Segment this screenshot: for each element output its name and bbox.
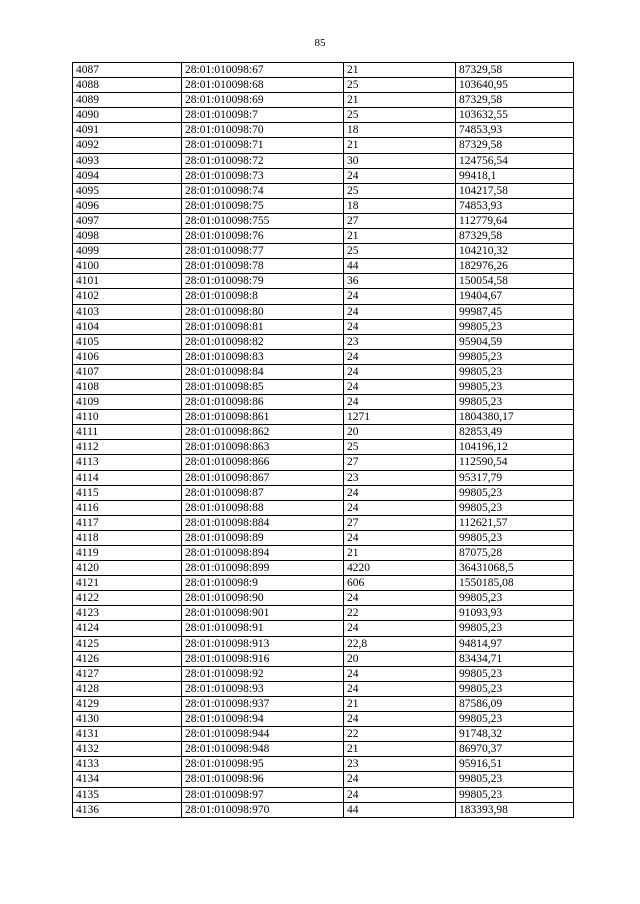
value-cell: 99805,23 — [456, 500, 574, 515]
cadastral-number-cell: 28:01:010098:87 — [182, 485, 344, 500]
table-row — [73, 410, 574, 425]
value-cell: 94814,97 — [456, 636, 574, 651]
area-cell: 24 — [344, 621, 456, 636]
table-row — [73, 742, 574, 757]
value-cell: 87329,58 — [456, 63, 574, 78]
value-cell: 91748,32 — [456, 727, 574, 742]
table-row — [73, 485, 574, 500]
table-row — [73, 123, 574, 138]
cadastral-number-cell: 28:01:010098:97 — [182, 787, 344, 802]
area-cell: 27 — [344, 213, 456, 228]
cadastral-number-cell: 28:01:010098:75 — [182, 198, 344, 213]
cadastral-number-cell: 28:01:010098:901 — [182, 606, 344, 621]
value-cell: 99805,23 — [456, 349, 574, 364]
row-number-cell: 4115 — [73, 485, 182, 500]
cadastral-number-cell: 28:01:010098:80 — [182, 304, 344, 319]
row-number-cell: 4135 — [73, 787, 182, 802]
table-row — [73, 138, 574, 153]
value-cell: 99805,23 — [456, 621, 574, 636]
table-row — [73, 470, 574, 485]
table-body — [73, 63, 574, 818]
row-number-cell: 4126 — [73, 651, 182, 666]
cadastral-number-cell: 28:01:010098:863 — [182, 440, 344, 455]
area-cell: 25 — [344, 440, 456, 455]
table-row — [73, 621, 574, 636]
value-cell: 86970,37 — [456, 742, 574, 757]
value-cell: 74853,93 — [456, 123, 574, 138]
table-row — [73, 319, 574, 334]
row-number-cell: 4133 — [73, 757, 182, 772]
row-number-cell: 4097 — [73, 213, 182, 228]
area-cell: 21 — [344, 229, 456, 244]
row-number-cell: 4096 — [73, 198, 182, 213]
value-cell: 182976,26 — [456, 259, 574, 274]
value-cell: 87329,58 — [456, 93, 574, 108]
row-number-cell: 4099 — [73, 244, 182, 259]
area-cell: 24 — [344, 379, 456, 394]
table-row — [73, 108, 574, 123]
value-cell: 95904,59 — [456, 334, 574, 349]
cadastral-number-cell: 28:01:010098:894 — [182, 546, 344, 561]
cadastral-number-cell: 28:01:010098:71 — [182, 138, 344, 153]
table-row — [73, 78, 574, 93]
area-cell: 24 — [344, 304, 456, 319]
area-cell: 27 — [344, 455, 456, 470]
table-row — [73, 198, 574, 213]
table-row — [73, 289, 574, 304]
table-row — [73, 379, 574, 394]
value-cell: 91093,93 — [456, 606, 574, 621]
value-cell: 87329,58 — [456, 229, 574, 244]
table-row — [73, 500, 574, 515]
row-number-cell: 4120 — [73, 561, 182, 576]
cadastral-number-cell: 28:01:010098:91 — [182, 621, 344, 636]
value-cell: 87586,09 — [456, 696, 574, 711]
value-cell: 112590,54 — [456, 455, 574, 470]
table-row — [73, 274, 574, 289]
cadastral-number-cell: 28:01:010098:81 — [182, 319, 344, 334]
row-number-cell: 4122 — [73, 591, 182, 606]
cadastral-number-cell: 28:01:010098:88 — [182, 500, 344, 515]
cadastral-number-cell: 28:01:010098:69 — [182, 93, 344, 108]
cadastral-number-cell: 28:01:010098:83 — [182, 349, 344, 364]
area-cell: 24 — [344, 666, 456, 681]
value-cell: 104196,12 — [456, 440, 574, 455]
area-cell: 24 — [344, 530, 456, 545]
area-cell: 25 — [344, 78, 456, 93]
row-number-cell: 4129 — [73, 696, 182, 711]
area-cell: 18 — [344, 123, 456, 138]
row-number-cell: 4101 — [73, 274, 182, 289]
row-number-cell: 4109 — [73, 395, 182, 410]
value-cell: 99805,23 — [456, 530, 574, 545]
row-number-cell: 4106 — [73, 349, 182, 364]
table-row — [73, 425, 574, 440]
value-cell: 103632,55 — [456, 108, 574, 123]
row-number-cell: 4098 — [73, 229, 182, 244]
cadastral-number-cell: 28:01:010098:867 — [182, 470, 344, 485]
area-cell: 24 — [344, 485, 456, 500]
area-cell: 20 — [344, 651, 456, 666]
table-row — [73, 772, 574, 787]
cadastral-number-cell: 28:01:010098:916 — [182, 651, 344, 666]
table-row — [73, 183, 574, 198]
area-cell: 25 — [344, 183, 456, 198]
row-number-cell: 4128 — [73, 681, 182, 696]
area-cell: 21 — [344, 742, 456, 757]
table-row — [73, 757, 574, 772]
value-cell: 87329,58 — [456, 138, 574, 153]
row-number-cell: 4094 — [73, 168, 182, 183]
area-cell: 25 — [344, 108, 456, 123]
area-cell: 21 — [344, 546, 456, 561]
row-number-cell: 4123 — [73, 606, 182, 621]
value-cell: 99805,23 — [456, 712, 574, 727]
cadastral-number-cell: 28:01:010098:9 — [182, 576, 344, 591]
table-row — [73, 651, 574, 666]
value-cell: 99805,23 — [456, 379, 574, 394]
table-row — [73, 153, 574, 168]
area-cell: 606 — [344, 576, 456, 591]
data-table — [72, 62, 574, 818]
area-cell: 18 — [344, 198, 456, 213]
row-number-cell: 4125 — [73, 636, 182, 651]
table-row — [73, 606, 574, 621]
area-cell: 22 — [344, 606, 456, 621]
value-cell: 95916,51 — [456, 757, 574, 772]
value-cell: 99805,23 — [456, 364, 574, 379]
value-cell: 104210,32 — [456, 244, 574, 259]
table-row — [73, 787, 574, 802]
value-cell: 183393,98 — [456, 802, 574, 817]
area-cell: 21 — [344, 93, 456, 108]
row-number-cell: 4102 — [73, 289, 182, 304]
value-cell: 112779,64 — [456, 213, 574, 228]
row-number-cell: 4100 — [73, 259, 182, 274]
table-row — [73, 530, 574, 545]
area-cell: 44 — [344, 802, 456, 817]
table-row — [73, 63, 574, 78]
value-cell: 99805,23 — [456, 681, 574, 696]
row-number-cell: 4103 — [73, 304, 182, 319]
value-cell: 19404,67 — [456, 289, 574, 304]
row-number-cell: 4095 — [73, 183, 182, 198]
cadastral-number-cell: 28:01:010098:948 — [182, 742, 344, 757]
area-cell: 21 — [344, 63, 456, 78]
row-number-cell: 4131 — [73, 727, 182, 742]
cadastral-number-cell: 28:01:010098:92 — [182, 666, 344, 681]
area-cell: 24 — [344, 591, 456, 606]
table-row — [73, 546, 574, 561]
table-row — [73, 334, 574, 349]
table-row — [73, 349, 574, 364]
table-row — [73, 168, 574, 183]
cadastral-number-cell: 28:01:010098:944 — [182, 727, 344, 742]
cadastral-number-cell: 28:01:010098:94 — [182, 712, 344, 727]
area-cell: 24 — [344, 681, 456, 696]
table-row — [73, 802, 574, 817]
cadastral-number-cell: 28:01:010098:73 — [182, 168, 344, 183]
row-number-cell: 4116 — [73, 500, 182, 515]
cadastral-number-cell: 28:01:010098:82 — [182, 334, 344, 349]
page-number: 85 — [314, 37, 326, 49]
cadastral-number-cell: 28:01:010098:89 — [182, 530, 344, 545]
area-cell: 21 — [344, 696, 456, 711]
table-row — [73, 304, 574, 319]
row-number-cell: 4121 — [73, 576, 182, 591]
table-row — [73, 440, 574, 455]
table-row — [73, 712, 574, 727]
area-cell: 25 — [344, 244, 456, 259]
cadastral-number-cell: 28:01:010098:93 — [182, 681, 344, 696]
row-number-cell: 4104 — [73, 319, 182, 334]
row-number-cell: 4107 — [73, 364, 182, 379]
area-cell: 24 — [344, 787, 456, 802]
value-cell: 99418,1 — [456, 168, 574, 183]
value-cell: 36431068,5 — [456, 561, 574, 576]
cadastral-number-cell: 28:01:010098:96 — [182, 772, 344, 787]
area-cell: 24 — [344, 364, 456, 379]
table-row — [73, 561, 574, 576]
value-cell: 87075,28 — [456, 546, 574, 561]
row-number-cell: 4111 — [73, 425, 182, 440]
value-cell: 99805,23 — [456, 591, 574, 606]
area-cell: 1271 — [344, 410, 456, 425]
area-cell: 21 — [344, 138, 456, 153]
row-number-cell: 4108 — [73, 379, 182, 394]
row-number-cell: 4136 — [73, 802, 182, 817]
area-cell: 44 — [344, 259, 456, 274]
value-cell: 82853,49 — [456, 425, 574, 440]
cadastral-number-cell: 28:01:010098:866 — [182, 455, 344, 470]
table-row — [73, 636, 574, 651]
cadastral-number-cell: 28:01:010098:95 — [182, 757, 344, 772]
area-cell: 24 — [344, 319, 456, 334]
value-cell: 104217,58 — [456, 183, 574, 198]
table-row — [73, 229, 574, 244]
cadastral-number-cell: 28:01:010098:67 — [182, 63, 344, 78]
area-cell: 22,8 — [344, 636, 456, 651]
area-cell: 24 — [344, 500, 456, 515]
table-row — [73, 515, 574, 530]
table-row — [73, 696, 574, 711]
row-number-cell: 4093 — [73, 153, 182, 168]
cadastral-number-cell: 28:01:010098:79 — [182, 274, 344, 289]
table-row — [73, 244, 574, 259]
area-cell: 24 — [344, 168, 456, 183]
table-row — [73, 727, 574, 742]
table-row — [73, 455, 574, 470]
row-number-cell: 4087 — [73, 63, 182, 78]
table-row — [73, 213, 574, 228]
area-cell: 30 — [344, 153, 456, 168]
row-number-cell: 4119 — [73, 546, 182, 561]
value-cell: 112621,57 — [456, 515, 574, 530]
row-number-cell: 4090 — [73, 108, 182, 123]
value-cell: 99805,23 — [456, 772, 574, 787]
cadastral-number-cell: 28:01:010098:970 — [182, 802, 344, 817]
cadastral-number-cell: 28:01:010098:862 — [182, 425, 344, 440]
row-number-cell: 4117 — [73, 515, 182, 530]
table-row — [73, 395, 574, 410]
value-cell: 103640,95 — [456, 78, 574, 93]
area-cell: 23 — [344, 470, 456, 485]
row-number-cell: 4088 — [73, 78, 182, 93]
value-cell: 83434,71 — [456, 651, 574, 666]
cadastral-number-cell: 28:01:010098:85 — [182, 379, 344, 394]
row-number-cell: 4112 — [73, 440, 182, 455]
cadastral-number-cell: 28:01:010098:861 — [182, 410, 344, 425]
cadastral-number-cell: 28:01:010098:913 — [182, 636, 344, 651]
row-number-cell: 4127 — [73, 666, 182, 681]
row-number-cell: 4091 — [73, 123, 182, 138]
value-cell: 99805,23 — [456, 485, 574, 500]
row-number-cell: 4113 — [73, 455, 182, 470]
area-cell: 23 — [344, 334, 456, 349]
cadastral-number-cell: 28:01:010098:90 — [182, 591, 344, 606]
row-number-cell: 4118 — [73, 530, 182, 545]
area-cell: 4220 — [344, 561, 456, 576]
row-number-cell: 4134 — [73, 772, 182, 787]
cadastral-number-cell: 28:01:010098:74 — [182, 183, 344, 198]
cadastral-number-cell: 28:01:010098:84 — [182, 364, 344, 379]
table-row — [73, 576, 574, 591]
table-row — [73, 666, 574, 681]
cadastral-number-cell: 28:01:010098:7 — [182, 108, 344, 123]
value-cell: 99805,23 — [456, 666, 574, 681]
area-cell: 24 — [344, 712, 456, 727]
area-cell: 24 — [344, 349, 456, 364]
row-number-cell: 4130 — [73, 712, 182, 727]
table-row — [73, 681, 574, 696]
area-cell: 24 — [344, 289, 456, 304]
value-cell: 1804380,17 — [456, 410, 574, 425]
value-cell: 1550185,08 — [456, 576, 574, 591]
value-cell: 99987,45 — [456, 304, 574, 319]
value-cell: 99805,23 — [456, 787, 574, 802]
row-number-cell: 4114 — [73, 470, 182, 485]
cadastral-number-cell: 28:01:010098:884 — [182, 515, 344, 530]
cadastral-number-cell: 28:01:010098:755 — [182, 213, 344, 228]
value-cell: 95317,79 — [456, 470, 574, 485]
row-number-cell: 4132 — [73, 742, 182, 757]
table-row — [73, 259, 574, 274]
value-cell: 74853,93 — [456, 198, 574, 213]
area-cell: 24 — [344, 772, 456, 787]
area-cell: 23 — [344, 757, 456, 772]
cadastral-number-cell: 28:01:010098:86 — [182, 395, 344, 410]
cadastral-number-cell: 28:01:010098:78 — [182, 259, 344, 274]
area-cell: 36 — [344, 274, 456, 289]
row-number-cell: 4089 — [73, 93, 182, 108]
cadastral-number-cell: 28:01:010098:68 — [182, 78, 344, 93]
row-number-cell: 4105 — [73, 334, 182, 349]
table-row — [73, 591, 574, 606]
value-cell: 99805,23 — [456, 395, 574, 410]
table-row — [73, 93, 574, 108]
cadastral-number-cell: 28:01:010098:8 — [182, 289, 344, 304]
cadastral-number-cell: 28:01:010098:899 — [182, 561, 344, 576]
table-row — [73, 364, 574, 379]
value-cell: 124756,54 — [456, 153, 574, 168]
value-cell: 150054,58 — [456, 274, 574, 289]
cadastral-number-cell: 28:01:010098:76 — [182, 229, 344, 244]
cadastral-number-cell: 28:01:010098:70 — [182, 123, 344, 138]
area-cell: 22 — [344, 727, 456, 742]
cadastral-number-cell: 28:01:010098:937 — [182, 696, 344, 711]
area-cell: 20 — [344, 425, 456, 440]
row-number-cell: 4110 — [73, 410, 182, 425]
row-number-cell: 4092 — [73, 138, 182, 153]
cadastral-number-cell: 28:01:010098:72 — [182, 153, 344, 168]
value-cell: 99805,23 — [456, 319, 574, 334]
area-cell: 24 — [344, 395, 456, 410]
area-cell: 27 — [344, 515, 456, 530]
row-number-cell: 4124 — [73, 621, 182, 636]
cadastral-number-cell: 28:01:010098:77 — [182, 244, 344, 259]
